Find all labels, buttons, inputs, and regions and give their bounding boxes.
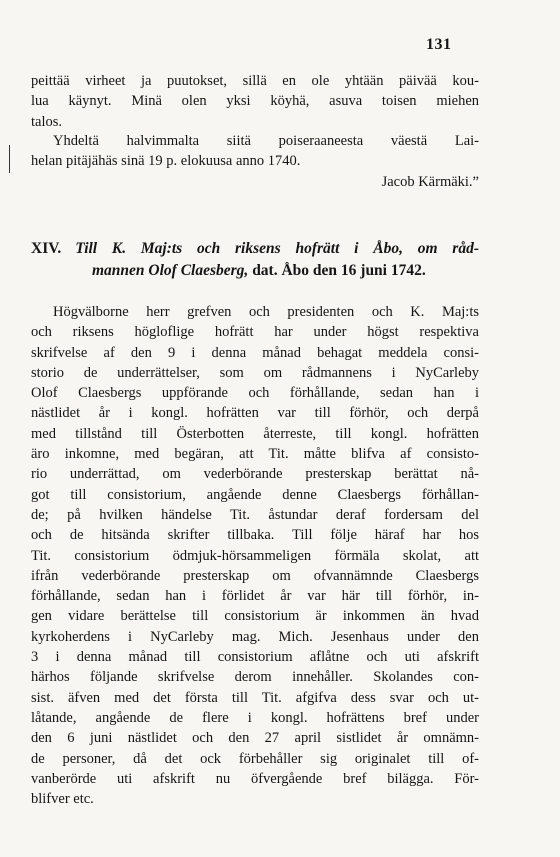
text-line: ifrån vederbörande presterskap om ofvannämnde Claesbergs [31,567,479,584]
text-line: skrifvelse af den 9 i denna månad behagat meddela consi- [31,344,479,361]
text-line: och de hitsända skrifter tillbaka. Till följe häraf har hos [31,527,479,544]
margin-mark [9,145,10,173]
heading-title-part-1: Till K. Maj:ts och riksens hofrätt i Åbo, om råd- [75,240,479,257]
text-line: Yhdeltä halvimmalta siitä poiseraaneesta väestä Lai- [53,133,479,149]
text-line: den 6 juni nästlidet och den 27 april sistlidet år omnämn- [31,730,479,747]
section-number: XIV. [31,240,62,257]
text-line: rio underrättad, om vederbörande presterskap berättat nå- [31,466,479,483]
text-line: de personer, då det ock förbehåller sig originalet till of- [31,750,479,767]
text-line: kyrkoherdens i NyCarleby mag. Mich. Jesenhaus under den [31,628,479,645]
heading-title-part-2: mannen Olof Claesberg, [92,262,249,279]
text-line: och riksens högloflige hofrätt har under högst respektiva [31,324,479,341]
page-number: 131 [426,36,452,53]
heading-date: dat. Åbo den 16 juni 1742. [248,262,426,279]
section-heading [31,238,479,282]
text-line: Tit. consistorium ödmjuk-hörsammeligen förmäla skolat, att [31,547,479,564]
heading-line-2 [31,260,479,282]
heading-line-1 [31,238,479,260]
text-line: 3 i denna månad till consistorium aflåtne och uti afskrift [31,649,479,666]
text-line: de; på hvilken händelse Tit. åstundar deraf fordersam del [31,506,479,523]
text-line: Olof Claesbergs uppförande och förhållande, sedan han i [31,385,479,402]
text-line: Högvälborne herr grefven och presidenten och K. Maj:ts [53,304,479,320]
signature-line: Jacob Kärmäki.” [381,173,479,190]
text-line: med tillstånd till Österbotten återreste, till kongl. hofrätten [31,425,479,442]
text-line: sist. äfven med det första till Tit. afgifva dess svar och ut- [31,689,479,706]
text-line: helan pitäjähäs sinä 19 p. elokuusa anno 1740. [31,153,301,170]
paragraph-3 [31,302,479,809]
text-line: gen vidare berättelse till consistorium är inkommen än hvad [31,608,479,625]
text-line: lua käynyt. Minä olen yksi köyhä, asuva toisen miehen [31,93,479,110]
text-line: låtande, angående de flere i kongl. hofrättens bref under [31,709,479,726]
text-line: blifver etc. [31,791,94,808]
paragraph-2 [31,131,479,192]
text-line: peittää virheet ja puutokset, sillä en ole yhtään päivää kou- [31,73,479,89]
text-line: storio de underrättelser, som om rådmannens i NyCarleby [31,364,479,381]
text-line: härhos följande skrifvelse derom innehåller. Skolandes con- [31,669,479,686]
text-line: nästlidet år i kongl. hofrätten var till förhör, och derpå [31,405,479,422]
text-line: äro inkomne, med begäran, att Tit. måtte blifva af consisto- [31,446,479,463]
paragraph-1 [31,71,479,132]
text-line: got till consistorium, angående denne Claesbergs förhållan- [31,486,479,503]
text-line: förhållande, sedan han i förlidet år var här till förhör, in- [31,588,479,605]
text-line: talos. [31,113,63,130]
text-line: vanberörde uti afskrift nu öfvergående bref bilägga. För- [31,770,479,787]
